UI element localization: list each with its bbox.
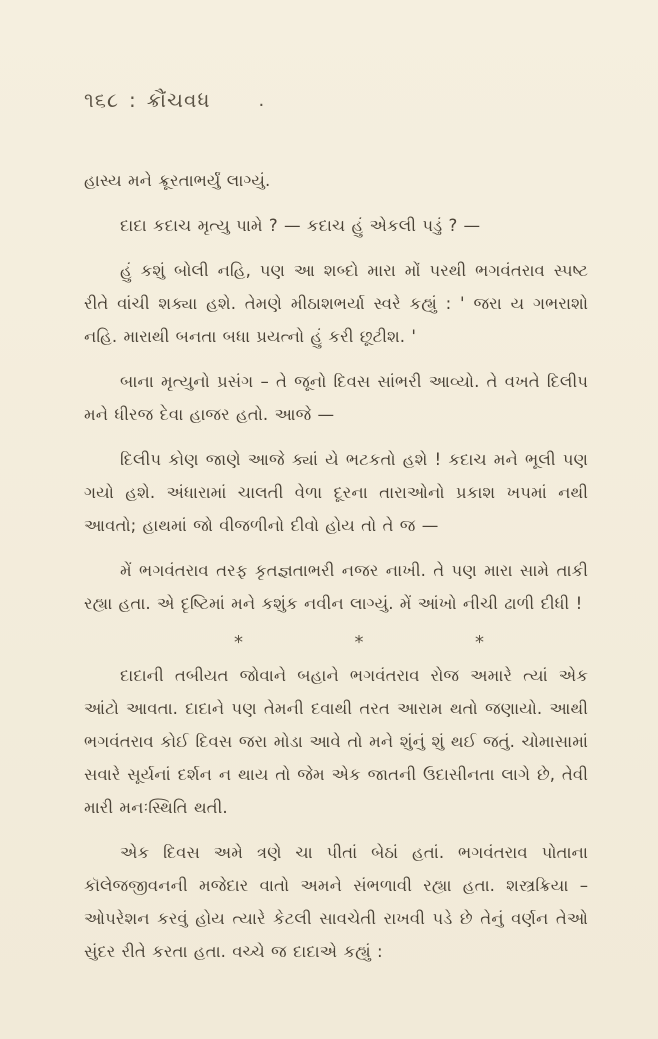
separator-star: *	[475, 632, 484, 653]
page-content	[84, 164, 588, 968]
header-separator: :	[129, 88, 137, 112]
paragraph: દિલીપ કોણ જાણે આજે ક્યાં યે ભટકતો હશે ! કદાચ મને ભૂલી પણ ગયો હશે. અંધારામાં ચાલતી વેળા દૂરના તારાઓનો પ્રકાશ ખપમાં નથી આવતો; હાથમાં જો વીજળીનો દીવો હોય તો તે જ —	[84, 450, 588, 535]
paragraph: હું કશું બોલી નહિ, પણ આ શબ્દો મારા મોં પરથી ભગવંતરાવ સ્પષ્ટ રીતે વાંચી શક્યા હશે. તેમણે મીઠાશભર્યા સ્વરે કહ્યું : ' જરા ય ગભરાશો નહિ. મારાથી બનતા બધા પ્રયત્નો હું કરી છૂટીશ. '	[84, 261, 588, 346]
section-separator	[234, 632, 484, 653]
paragraph: એક દિવસ અમે ત્રણે ચા પીતાં બેઠાં હતાં. ભગવંતરાવ પોતાના કૉલેજજીવનની મજેદાર વાતો અમને સંભળાવી રહ્યા હતા. શસ્ત્રક્રિયા – ઓપરેશન કરવું હોય ત્યારે કેટલી સાવચેતી રાખવી પડે છે તેનું વર્ણન તેઓ સુંદર રીતે કરતા હતા. વચ્ચે જ દાદાએ કહ્યું :	[84, 843, 588, 961]
header-dot: .	[258, 89, 266, 111]
separator-star: *	[234, 632, 243, 653]
paragraph: દાદા કદાચ મૃત્યુ પામે ? — કદાચ હું એકલી પડું ? —	[120, 216, 481, 235]
paragraph: મેં ભગવંતરાવ તરફ કૃતજ્ઞતાભરી નજર નાખી. તે પણ મારા સામે તાકી રહ્યા હતા. એ દૃષ્ટિમાં મને કશુંક નવીન લાગ્યું. મેં આંખો નીચી ઢાળી દીધી !	[84, 561, 588, 613]
paragraph: બાના મૃત્યુનો પ્રસંગ – તે જૂનો દિવસ સાંભરી આવ્યો. તે વખતે દિલીપ મને ધીરજ દેવા હાજર હતો. આજે —	[84, 372, 588, 424]
paragraph: દાદાની તબીયત જોવાને બહાને ભગવંતરાવ રોજ અમારે ત્યાં એક આંટો આવતા. દાદાને પણ તેમની દવાથી તરત આરામ થતો જણાયો. આથી ભગવંતરાવ કોઈ દિવસ જરા મોડા આવે તો મને શુંનું શું થઈ જતું. ચોમાસામાં સવારે સૂર્યનાં દર્શન ન થાય તો જેમ એક જાતની ઉદાસીનતા લાગે છે, તેવી મારી મનઃસ્થિતિ થતી.	[84, 666, 588, 817]
chapter-title: ક્રૌંચવધ	[146, 88, 211, 112]
page-number: ૧૬૮	[84, 88, 119, 112]
separator-star: *	[354, 632, 364, 653]
running-head	[84, 84, 588, 116]
paragraph: હાસ્ય મને ક્રૂરતાભર્યું લાગ્યું.	[84, 171, 271, 190]
